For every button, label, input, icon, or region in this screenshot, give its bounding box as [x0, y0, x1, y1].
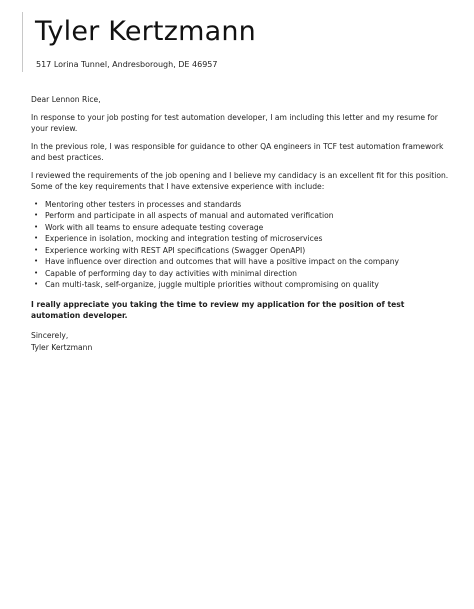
list-item: • Experience in isolation, mocking and integration testing of microservices — [34, 234, 323, 244]
bullet-icon: • — [34, 199, 39, 208]
applicant-address: 517 Lorina Tunnel, Andresborough, DE 46957 — [36, 60, 218, 69]
salutation: Dear Lennon Rice, — [31, 95, 101, 104]
list-item: • Work with all teams to ensure adequate testing coverage — [34, 222, 264, 232]
paragraph-requirements: I reviewed the requirements of the job opening and I believe my candidacy is an excellent fit for this position. Some of the key requirements that I have extensive experience with include: — [31, 171, 449, 192]
list-item: • Perform and participate in all aspects of manual and automated verification — [34, 211, 334, 221]
signoff: Sincerely, — [31, 331, 69, 341]
closing-statement: I really appreciate you taking the time to review my application for the position of test automation developer. — [31, 299, 405, 321]
applicant-name: Tyler Kertzmann — [35, 16, 256, 47]
bullet-icon: • — [34, 211, 39, 220]
paragraph-intro: In response to your job posting for test automation developer, I am including this letter and my resume for your review. — [31, 113, 438, 134]
bullet-icon: • — [34, 234, 39, 243]
bullet-icon: • — [34, 222, 39, 231]
list-item: • Can multi-task, self-organize, juggle multiple priorities without compromising on quality — [34, 280, 379, 290]
letter-body — [31, 94, 449, 353]
list-item: • Have influence over direction and outcomes that will have a positive impact on the company — [34, 257, 400, 267]
bullet-icon: • — [34, 245, 39, 254]
paragraph-previous-role: In the previous role, I was responsible for guidance to other QA engineers in TCF test automation framework and best practices. — [31, 142, 444, 163]
bullet-icon: • — [34, 268, 39, 277]
bullet-icon: • — [34, 280, 39, 289]
header-divider — [22, 12, 23, 72]
list-item: • Experience working with REST API specifications (Swagger OpenAPI) — [34, 245, 306, 255]
list-item: • Capable of performing day to day activities with minimal direction — [34, 268, 297, 278]
experience-list — [31, 199, 449, 291]
signature-name: Tyler Kertzmann — [31, 342, 93, 352]
list-item: • Mentoring other testers in processes and standards — [34, 199, 242, 209]
bullet-icon: • — [34, 257, 39, 266]
